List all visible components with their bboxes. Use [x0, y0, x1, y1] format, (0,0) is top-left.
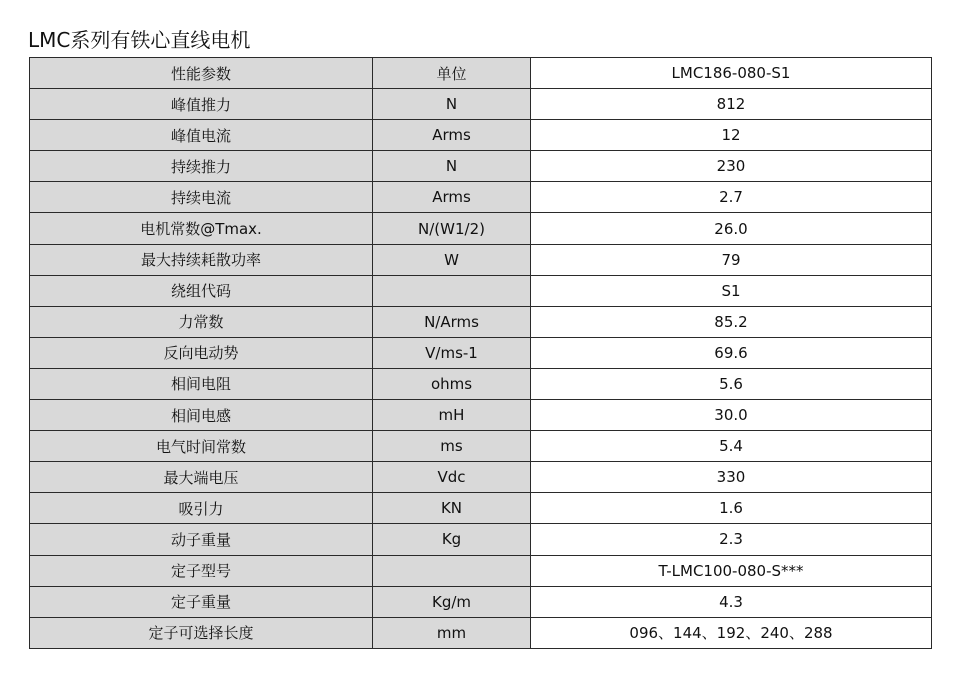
value-cell: 85.2 [531, 306, 932, 337]
param-cell: 反向电动势 [30, 337, 373, 368]
table-row [30, 213, 932, 244]
value-cell: S1 [531, 275, 932, 306]
param-cell: 动子重量 [30, 524, 373, 555]
table-row [30, 555, 932, 586]
value-cell: 230 [531, 151, 932, 182]
value-cell: T-LMC100-080-S*** [531, 555, 932, 586]
header-param: 性能参数 [30, 58, 373, 89]
unit-cell: Kg/m [373, 586, 531, 617]
table-row [30, 493, 932, 524]
param-cell: 持续推力 [30, 151, 373, 182]
unit-cell: V/ms-1 [373, 337, 531, 368]
param-cell: 最大持续耗散功率 [30, 244, 373, 275]
param-cell: 相间电阻 [30, 368, 373, 399]
unit-cell: KN [373, 493, 531, 524]
unit-cell: W [373, 244, 531, 275]
value-cell: 812 [531, 89, 932, 120]
value-cell: 5.4 [531, 431, 932, 462]
table-row [30, 431, 932, 462]
value-cell: 79 [531, 244, 932, 275]
value-cell: 69.6 [531, 337, 932, 368]
param-cell: 峰值推力 [30, 89, 373, 120]
table-row [30, 182, 932, 213]
param-cell: 定子重量 [30, 586, 373, 617]
table-row [30, 337, 932, 368]
param-cell: 绕组代码 [30, 275, 373, 306]
param-cell: 吸引力 [30, 493, 373, 524]
unit-cell: mH [373, 400, 531, 431]
header-unit: 单位 [373, 58, 531, 89]
param-cell: 峰值电流 [30, 120, 373, 151]
table-row [30, 275, 932, 306]
unit-cell: N/Arms [373, 306, 531, 337]
unit-cell [373, 275, 531, 306]
unit-cell: mm [373, 617, 531, 648]
unit-cell: Vdc [373, 462, 531, 493]
unit-cell [373, 555, 531, 586]
table-row [30, 151, 932, 182]
value-cell: 330 [531, 462, 932, 493]
table-row [30, 617, 932, 648]
value-cell: 12 [531, 120, 932, 151]
table-row [30, 89, 932, 120]
unit-cell: Kg [373, 524, 531, 555]
param-cell: 持续电流 [30, 182, 373, 213]
unit-cell: Arms [373, 182, 531, 213]
param-cell: 电气时间常数 [30, 431, 373, 462]
value-cell: 5.6 [531, 368, 932, 399]
table-header-row [30, 58, 932, 89]
table-row [30, 586, 932, 617]
unit-cell: N/(W1/2) [373, 213, 531, 244]
param-cell: 力常数 [30, 306, 373, 337]
value-cell: 2.7 [531, 182, 932, 213]
table-row [30, 306, 932, 337]
unit-cell: N [373, 151, 531, 182]
unit-cell: ms [373, 431, 531, 462]
param-cell: 定子型号 [30, 555, 373, 586]
param-cell: 最大端电压 [30, 462, 373, 493]
param-cell: 电机常数@Tmax. [30, 213, 373, 244]
value-cell: 30.0 [531, 400, 932, 431]
table-row [30, 524, 932, 555]
value-cell: 096、144、192、240、288 [531, 617, 932, 648]
header-value: LMC186-080-S1 [531, 58, 932, 89]
value-cell: 1.6 [531, 493, 932, 524]
unit-cell: ohms [373, 368, 531, 399]
value-cell: 2.3 [531, 524, 932, 555]
table-row [30, 120, 932, 151]
unit-cell: N [373, 89, 531, 120]
param-cell: 相间电感 [30, 400, 373, 431]
spec-table [29, 57, 932, 649]
table-row [30, 462, 932, 493]
unit-cell: Arms [373, 120, 531, 151]
table-row [30, 244, 932, 275]
param-cell: 定子可选择长度 [30, 617, 373, 648]
table-row [30, 368, 932, 399]
table-row [30, 400, 932, 431]
value-cell: 26.0 [531, 213, 932, 244]
value-cell: 4.3 [531, 586, 932, 617]
document-title: LMC系列有铁心直线电机 [28, 28, 251, 52]
